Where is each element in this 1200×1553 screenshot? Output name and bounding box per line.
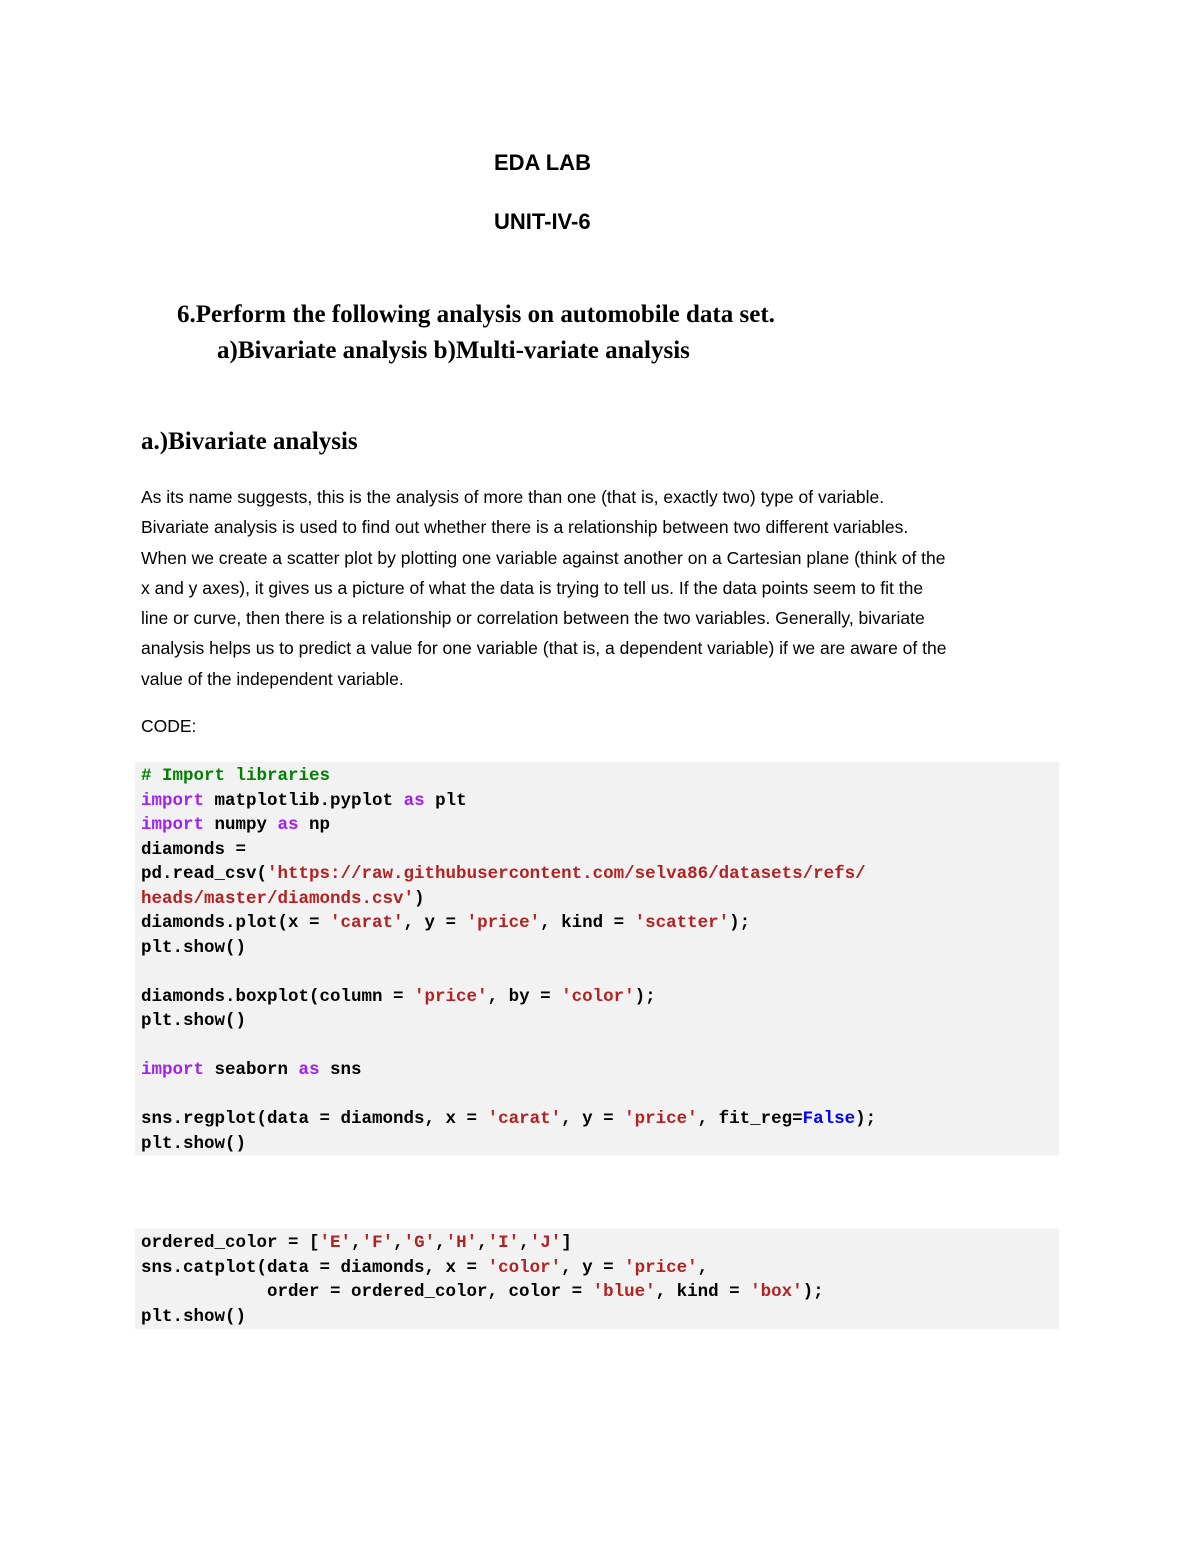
code-token: ); bbox=[634, 986, 656, 1007]
code-token: 'F' bbox=[361, 1233, 394, 1253]
code-token: as bbox=[277, 815, 299, 835]
code-token: plt.show() bbox=[141, 1011, 247, 1031]
code-block-bivariate bbox=[135, 762, 1059, 1155]
code-token: 'box' bbox=[750, 1282, 803, 1302]
code-line bbox=[141, 1231, 1059, 1256]
description-paragraph bbox=[141, 482, 1071, 694]
code-token: diamonds.boxplot(column = bbox=[141, 986, 415, 1007]
code-line bbox=[141, 1107, 1059, 1132]
code-token: import bbox=[141, 790, 205, 811]
code-token: sns.catplot(data = diamonds, x = bbox=[141, 1257, 488, 1278]
code-line bbox=[141, 911, 1059, 936]
code-token: 'price' bbox=[624, 1257, 698, 1278]
code-token: heads/master/diamonds.csv' bbox=[141, 888, 415, 909]
code-line bbox=[141, 862, 1059, 887]
code-line bbox=[141, 887, 1059, 912]
code-token: 'https://raw.githubusercontent.com/selva86/datasets/refs/ bbox=[267, 864, 866, 884]
code-token: , y = bbox=[561, 1257, 625, 1278]
code-token: ); bbox=[855, 1109, 877, 1129]
code-line bbox=[141, 838, 1059, 863]
code-token: ] bbox=[561, 1233, 572, 1253]
code-token: 'blue' bbox=[592, 1282, 656, 1302]
code-line bbox=[141, 960, 1059, 985]
code-token: , kind = bbox=[540, 913, 635, 933]
code-token: as bbox=[298, 1060, 320, 1080]
code-line bbox=[141, 1132, 1059, 1157]
code-token: as bbox=[403, 790, 425, 811]
code-token: , bbox=[697, 1257, 709, 1278]
code-token: plt.show() bbox=[141, 1306, 247, 1327]
code-token: matplotlib.pyplot bbox=[204, 790, 404, 811]
code-token: ); bbox=[802, 1282, 824, 1302]
code-line bbox=[141, 1280, 1059, 1305]
code-token: 'color' bbox=[487, 1257, 562, 1278]
code-token: ordered_color = [ bbox=[141, 1233, 320, 1253]
code-line bbox=[141, 789, 1059, 814]
code-token: , y = bbox=[403, 913, 467, 933]
code-token: , kind = bbox=[655, 1282, 751, 1302]
code-token: 'H' bbox=[445, 1233, 478, 1253]
unit-label: UNIT-IV-6 bbox=[494, 209, 591, 234]
code-token: plt.show() bbox=[141, 1133, 247, 1154]
code-token: , bbox=[393, 1233, 404, 1253]
code-token: , bbox=[435, 1233, 446, 1253]
code-token: 'price' bbox=[414, 986, 488, 1007]
code-token: diamonds = bbox=[141, 839, 247, 860]
code-line bbox=[141, 1058, 1059, 1083]
code-token: # Import libraries bbox=[141, 766, 331, 786]
code-token: ); bbox=[729, 913, 751, 933]
code-token: pd.read_csv( bbox=[141, 864, 268, 884]
code-line bbox=[141, 985, 1059, 1010]
code-token: 'color' bbox=[561, 986, 635, 1007]
document-title: EDA LAB bbox=[494, 150, 591, 175]
code-token: , bbox=[351, 1233, 362, 1253]
code-token: np bbox=[298, 815, 331, 835]
code-line bbox=[141, 813, 1059, 838]
code-token: 'carat' bbox=[487, 1109, 562, 1129]
code-token: seaborn bbox=[204, 1060, 299, 1080]
code-line bbox=[141, 764, 1059, 789]
code-token: 'E' bbox=[319, 1233, 352, 1253]
paragraph-line: analysis helps us to predict a value for one variable (that is, a dependent variable) if we are aware of the bbox=[141, 638, 947, 659]
paragraph-line: x and y axes), it gives us a picture of what the data is trying to tell us. If the data points seem to fit the bbox=[141, 577, 924, 598]
paragraph-line: When we create a scatter plot by plotting one variable against another on a Cartesian plane (think of the bbox=[141, 547, 946, 568]
code-token: sns bbox=[319, 1060, 362, 1080]
code-token: import bbox=[141, 815, 205, 835]
code-line bbox=[141, 936, 1059, 961]
code-token: False bbox=[802, 1109, 856, 1129]
code-token: 'scatter' bbox=[634, 913, 730, 933]
code-token: , y = bbox=[561, 1109, 625, 1129]
code-line bbox=[141, 1083, 1059, 1108]
code-token: plt bbox=[424, 790, 467, 811]
task-statement: 6.Perform the following analysis on automobile data set. bbox=[177, 301, 775, 328]
paragraph-line: value of the independent variable. bbox=[141, 668, 404, 689]
code-token: order = ordered_color, color = bbox=[141, 1282, 593, 1302]
code-token: sns.regplot(data = diamonds, x = bbox=[141, 1109, 488, 1129]
section-heading: a.)Bivariate analysis bbox=[141, 428, 358, 455]
code-token: plt.show() bbox=[141, 937, 247, 958]
task-subparts: a)Bivariate analysis b)Multi-variate analysis bbox=[217, 337, 690, 364]
code-token: numpy bbox=[204, 815, 278, 835]
paragraph-line: As its name suggests, this is the analysis of more than one (that is, exactly two) type of variable. bbox=[141, 487, 885, 507]
code-token: 'I' bbox=[487, 1233, 520, 1253]
code-token: , bbox=[477, 1233, 488, 1253]
code-token: , by = bbox=[487, 986, 562, 1007]
code-label: CODE: bbox=[141, 716, 197, 736]
code-line bbox=[141, 1034, 1059, 1059]
code-line bbox=[141, 1009, 1059, 1034]
code-token: 'carat' bbox=[330, 913, 404, 933]
code-token: ) bbox=[414, 888, 425, 909]
paragraph-line: line or curve, then there is a relationship or correlation between the two variables. Generally, bivariate bbox=[141, 608, 925, 629]
code-token: , bbox=[519, 1233, 530, 1253]
code-token: 'price' bbox=[466, 913, 541, 933]
code-token: import bbox=[141, 1060, 205, 1080]
paragraph-line: Bivariate analysis is used to find out whether there is a relationship between two different variables. bbox=[141, 517, 909, 538]
code-token: 'J' bbox=[529, 1233, 562, 1253]
code-token: , fit_reg= bbox=[697, 1109, 803, 1129]
code-token: 'G' bbox=[403, 1233, 436, 1253]
code-line bbox=[141, 1256, 1059, 1281]
code-block-catplot bbox=[135, 1229, 1059, 1329]
code-token: 'price' bbox=[624, 1109, 698, 1129]
code-token: diamonds.plot(x = bbox=[141, 913, 331, 933]
code-line bbox=[141, 1305, 1059, 1330]
